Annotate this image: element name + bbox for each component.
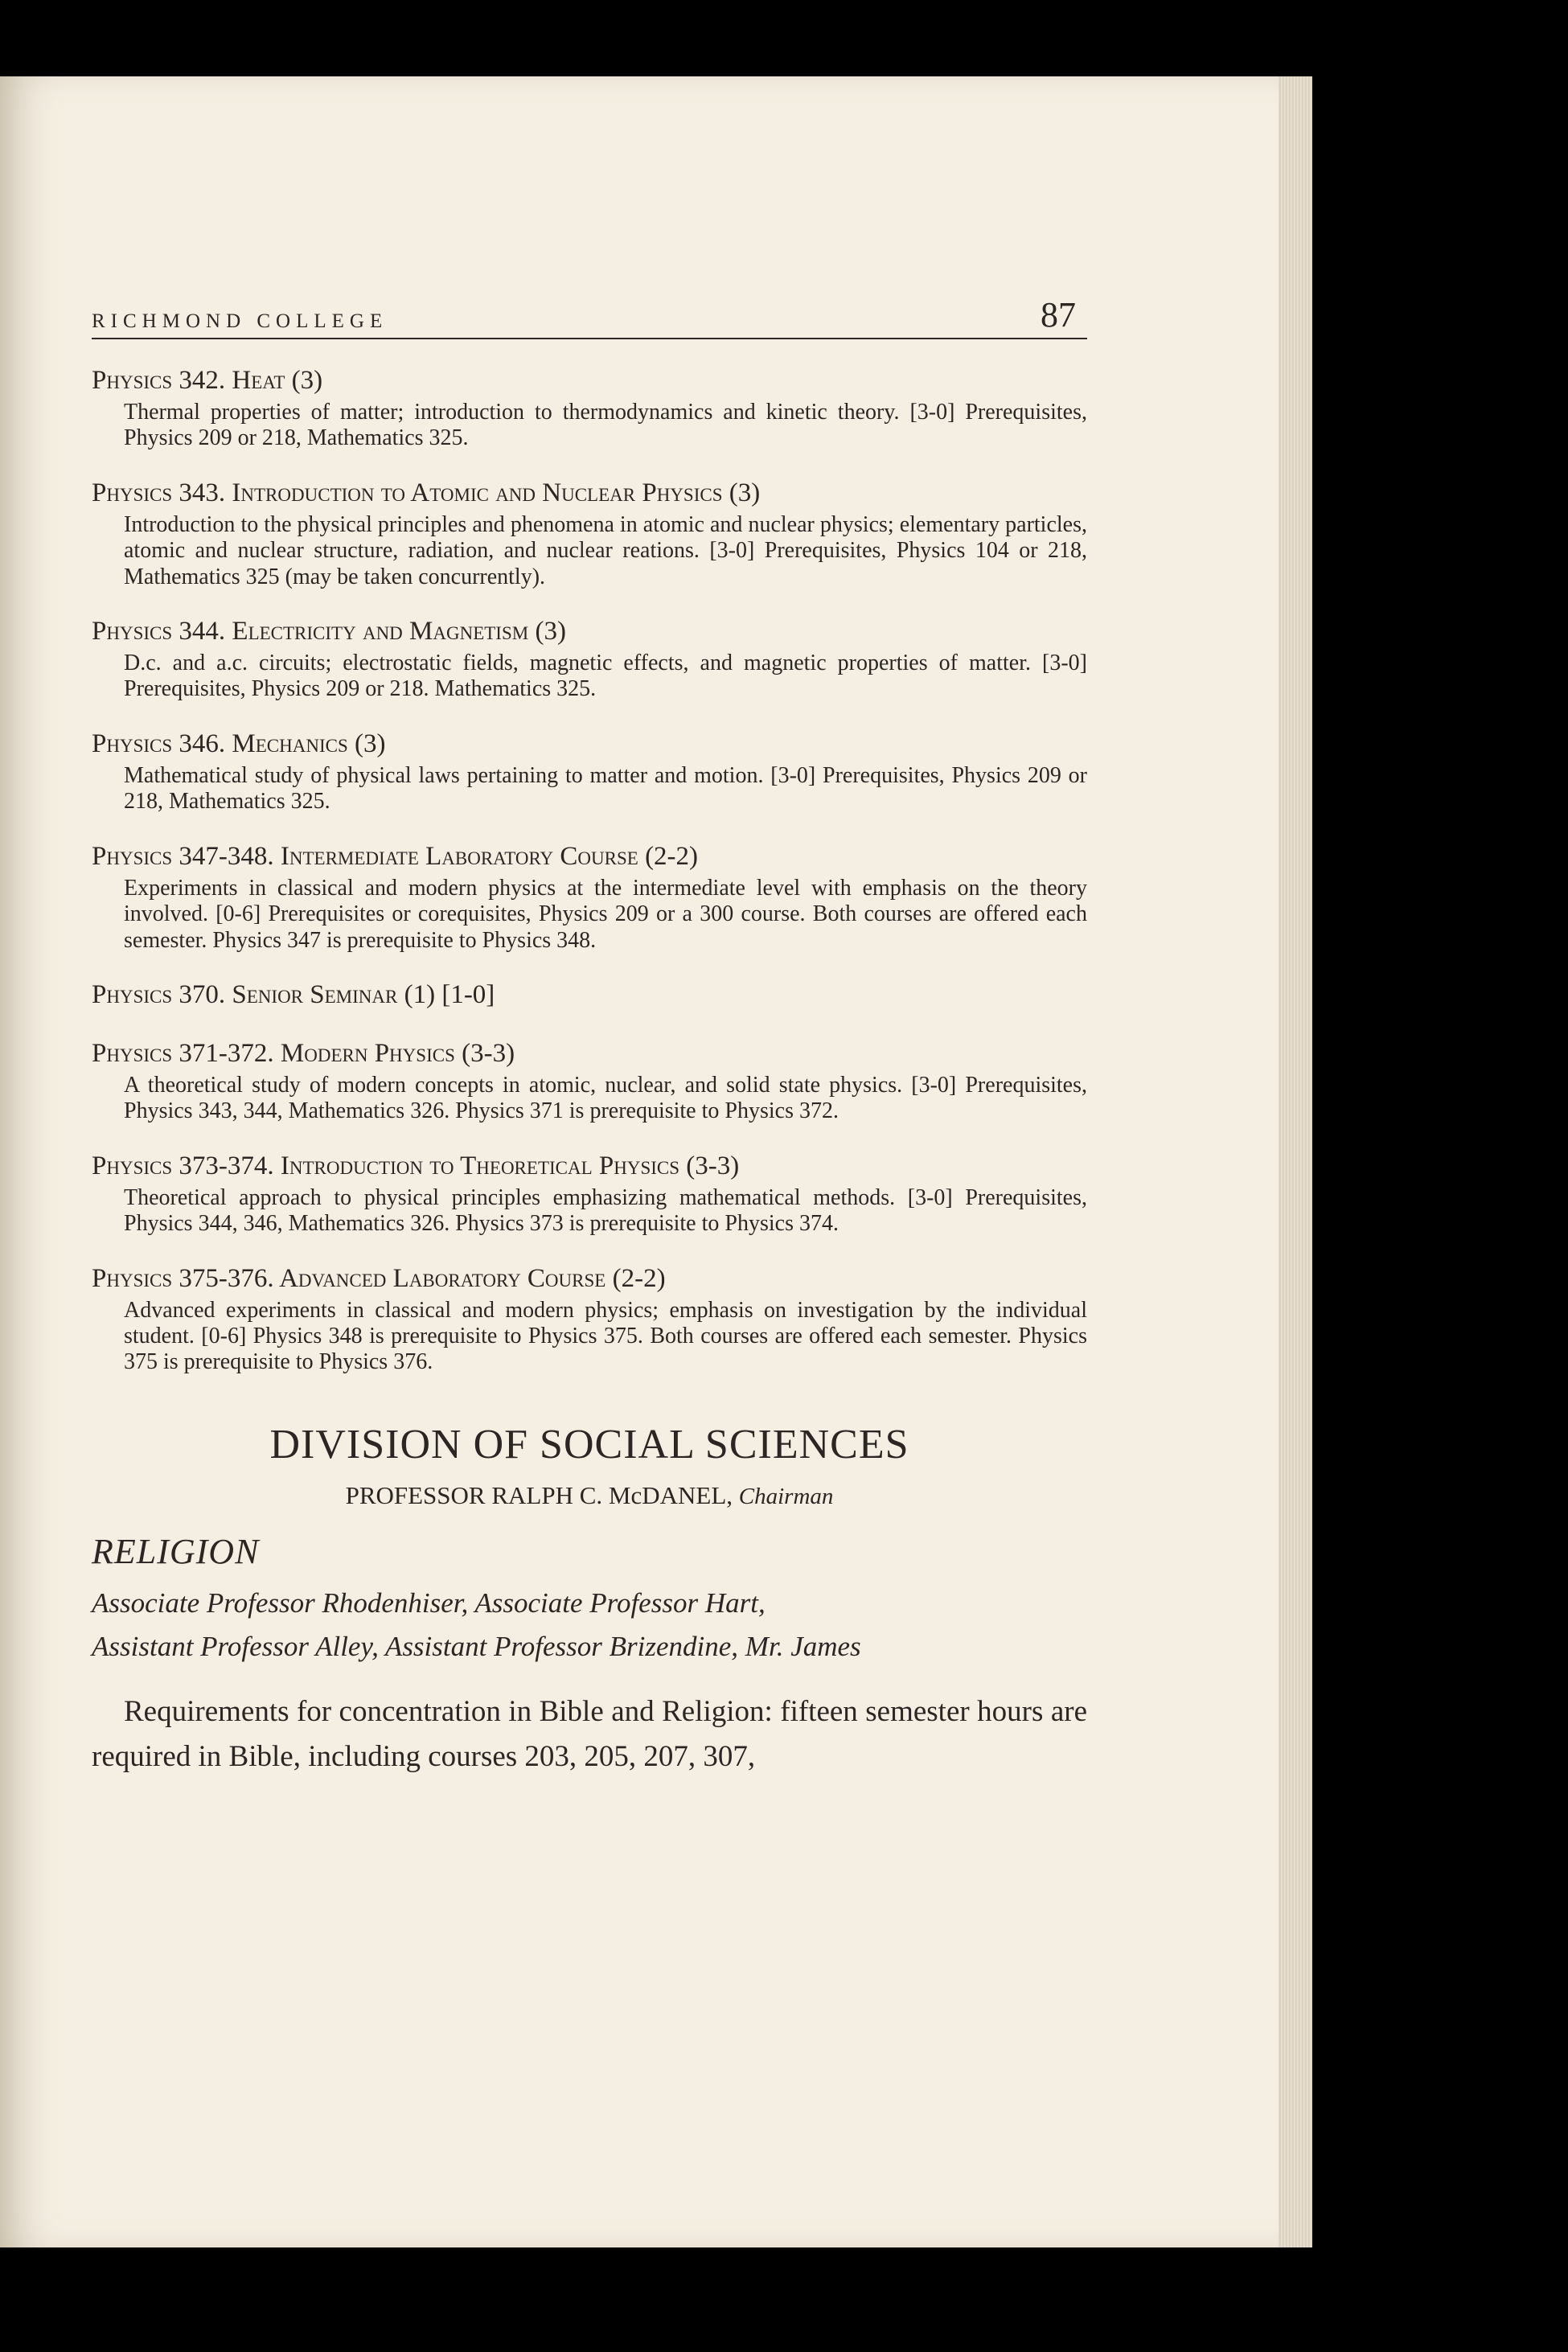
course-entry xyxy=(92,839,1087,954)
requirements-paragraph: Requirements for concentration in Bible and Religion: fifteen semester hours are required in Bible, including courses 203, 205, 207, 307, xyxy=(92,1695,1087,1773)
course-description: D.c. and a.c. circuits; electrostatic fields, magnetic effects, and magnetic properties of matter. [3-0] Prerequisites, Physics 209 or 218. Mathematics 325. xyxy=(124,651,1087,702)
course-description: Mathematical study of physical laws pertaining to matter and motion. [3-0] Prerequisites, Physics 209 or 218, Mathematics 325. xyxy=(124,762,1087,815)
chair-name: PROFESSOR RALPH C. McDANEL, xyxy=(345,1480,733,1509)
faculty-list xyxy=(92,1582,1087,1669)
division-title: DIVISION OF SOCIAL SCIENCES xyxy=(269,1421,909,1467)
course-description: Experiments in classical and modern physics at the intermediate level with emphasis on the theory involved. [0-6] Prerequisites or corequisites, Physics 209 or a 300 course. Both courses are offered each semester. Physics 347 is prerequisite to Physics 348. xyxy=(124,875,1087,953)
course-entry xyxy=(92,1036,1087,1125)
running-head-title: RICHMOND COLLEGE xyxy=(92,310,388,332)
page-edge xyxy=(1279,76,1312,2247)
course-heading: Physics 346. Mechanics (3) xyxy=(92,729,386,758)
chair-role: Chairman xyxy=(738,1483,834,1509)
course-entry xyxy=(92,727,1087,815)
course-description: A theoretical study of modern concepts in atomic, nuclear, and solid state physics. [3-0] Prerequisites, Physics 343, 344, Mathematics 326. Physics 371 is prerequisite to Physics 372. xyxy=(124,1072,1087,1124)
course-heading: Physics 342. Heat (3) xyxy=(92,366,323,395)
course-heading: Physics 371-372. Modern Physics (3-3) xyxy=(92,1038,515,1068)
course-description: Thermal properties of matter; introduction to thermodynamics and kinetic theory. [3-0] Prerequisites, Physics 209 or 218, Mathematics 325. xyxy=(124,399,1087,451)
course-heading: Physics 343. Introduction to Atomic and Nuclear Physics (3) xyxy=(92,478,761,507)
course-entry xyxy=(92,614,1087,703)
page-content xyxy=(92,295,1087,1779)
course-entry xyxy=(92,1262,1087,1376)
course-heading: Physics 373-374. Introduction to Theoretical Physics (3-3) xyxy=(92,1151,740,1180)
course-description: Advanced experiments in classical and modern physics; emphasis on investigation by the individual student. [0-6] Physics 348 is prerequisite to Physics 375. Both courses are offered each semester. Physics 375 is prerequisite to Physics 376. xyxy=(124,1297,1087,1375)
course-entry xyxy=(92,363,1087,452)
division-chair xyxy=(92,1481,1087,1510)
course-entry xyxy=(92,978,1087,1012)
course-heading: Physics 370. Senior Seminar (1) [1-0] xyxy=(92,980,495,1010)
section-title: RELIGION xyxy=(92,1531,260,1571)
course-heading: Physics 375-376. Advanced Laboratory Course (2-2) xyxy=(92,1263,666,1293)
faculty-line: Associate Professor Rhodenhiser, Associate Professor Hart, xyxy=(92,1586,766,1619)
course-heading: Physics 344. Electricity and Magnetism (3) xyxy=(92,617,566,646)
faculty-line: Assistant Professor Alley, Assistant Professor Brizendine, Mr. James xyxy=(92,1631,861,1663)
course-description: Introduction to the physical principles and phenomena in atomic and nuclear physics; elementary particles, atomic and nuclear structure, radiation, and nuclear reations. [3-0] Prerequisites, Physics 104 or 218, Mathematics 325 (may be taken concurrently). xyxy=(124,511,1087,589)
course-entry xyxy=(92,476,1087,590)
course-entry xyxy=(92,1149,1087,1238)
course-description: Theoretical approach to physical principles emphasizing mathematical methods. [3-0] Prerequisites, Physics 344, 346, Mathematics 326. Physics 373 is prerequisite to Physics 374. xyxy=(124,1184,1087,1237)
page-number: 87 xyxy=(1041,295,1076,335)
course-heading: Physics 347-348. Intermediate Laboratory Course (2-2) xyxy=(92,841,699,871)
running-head xyxy=(92,295,1087,339)
